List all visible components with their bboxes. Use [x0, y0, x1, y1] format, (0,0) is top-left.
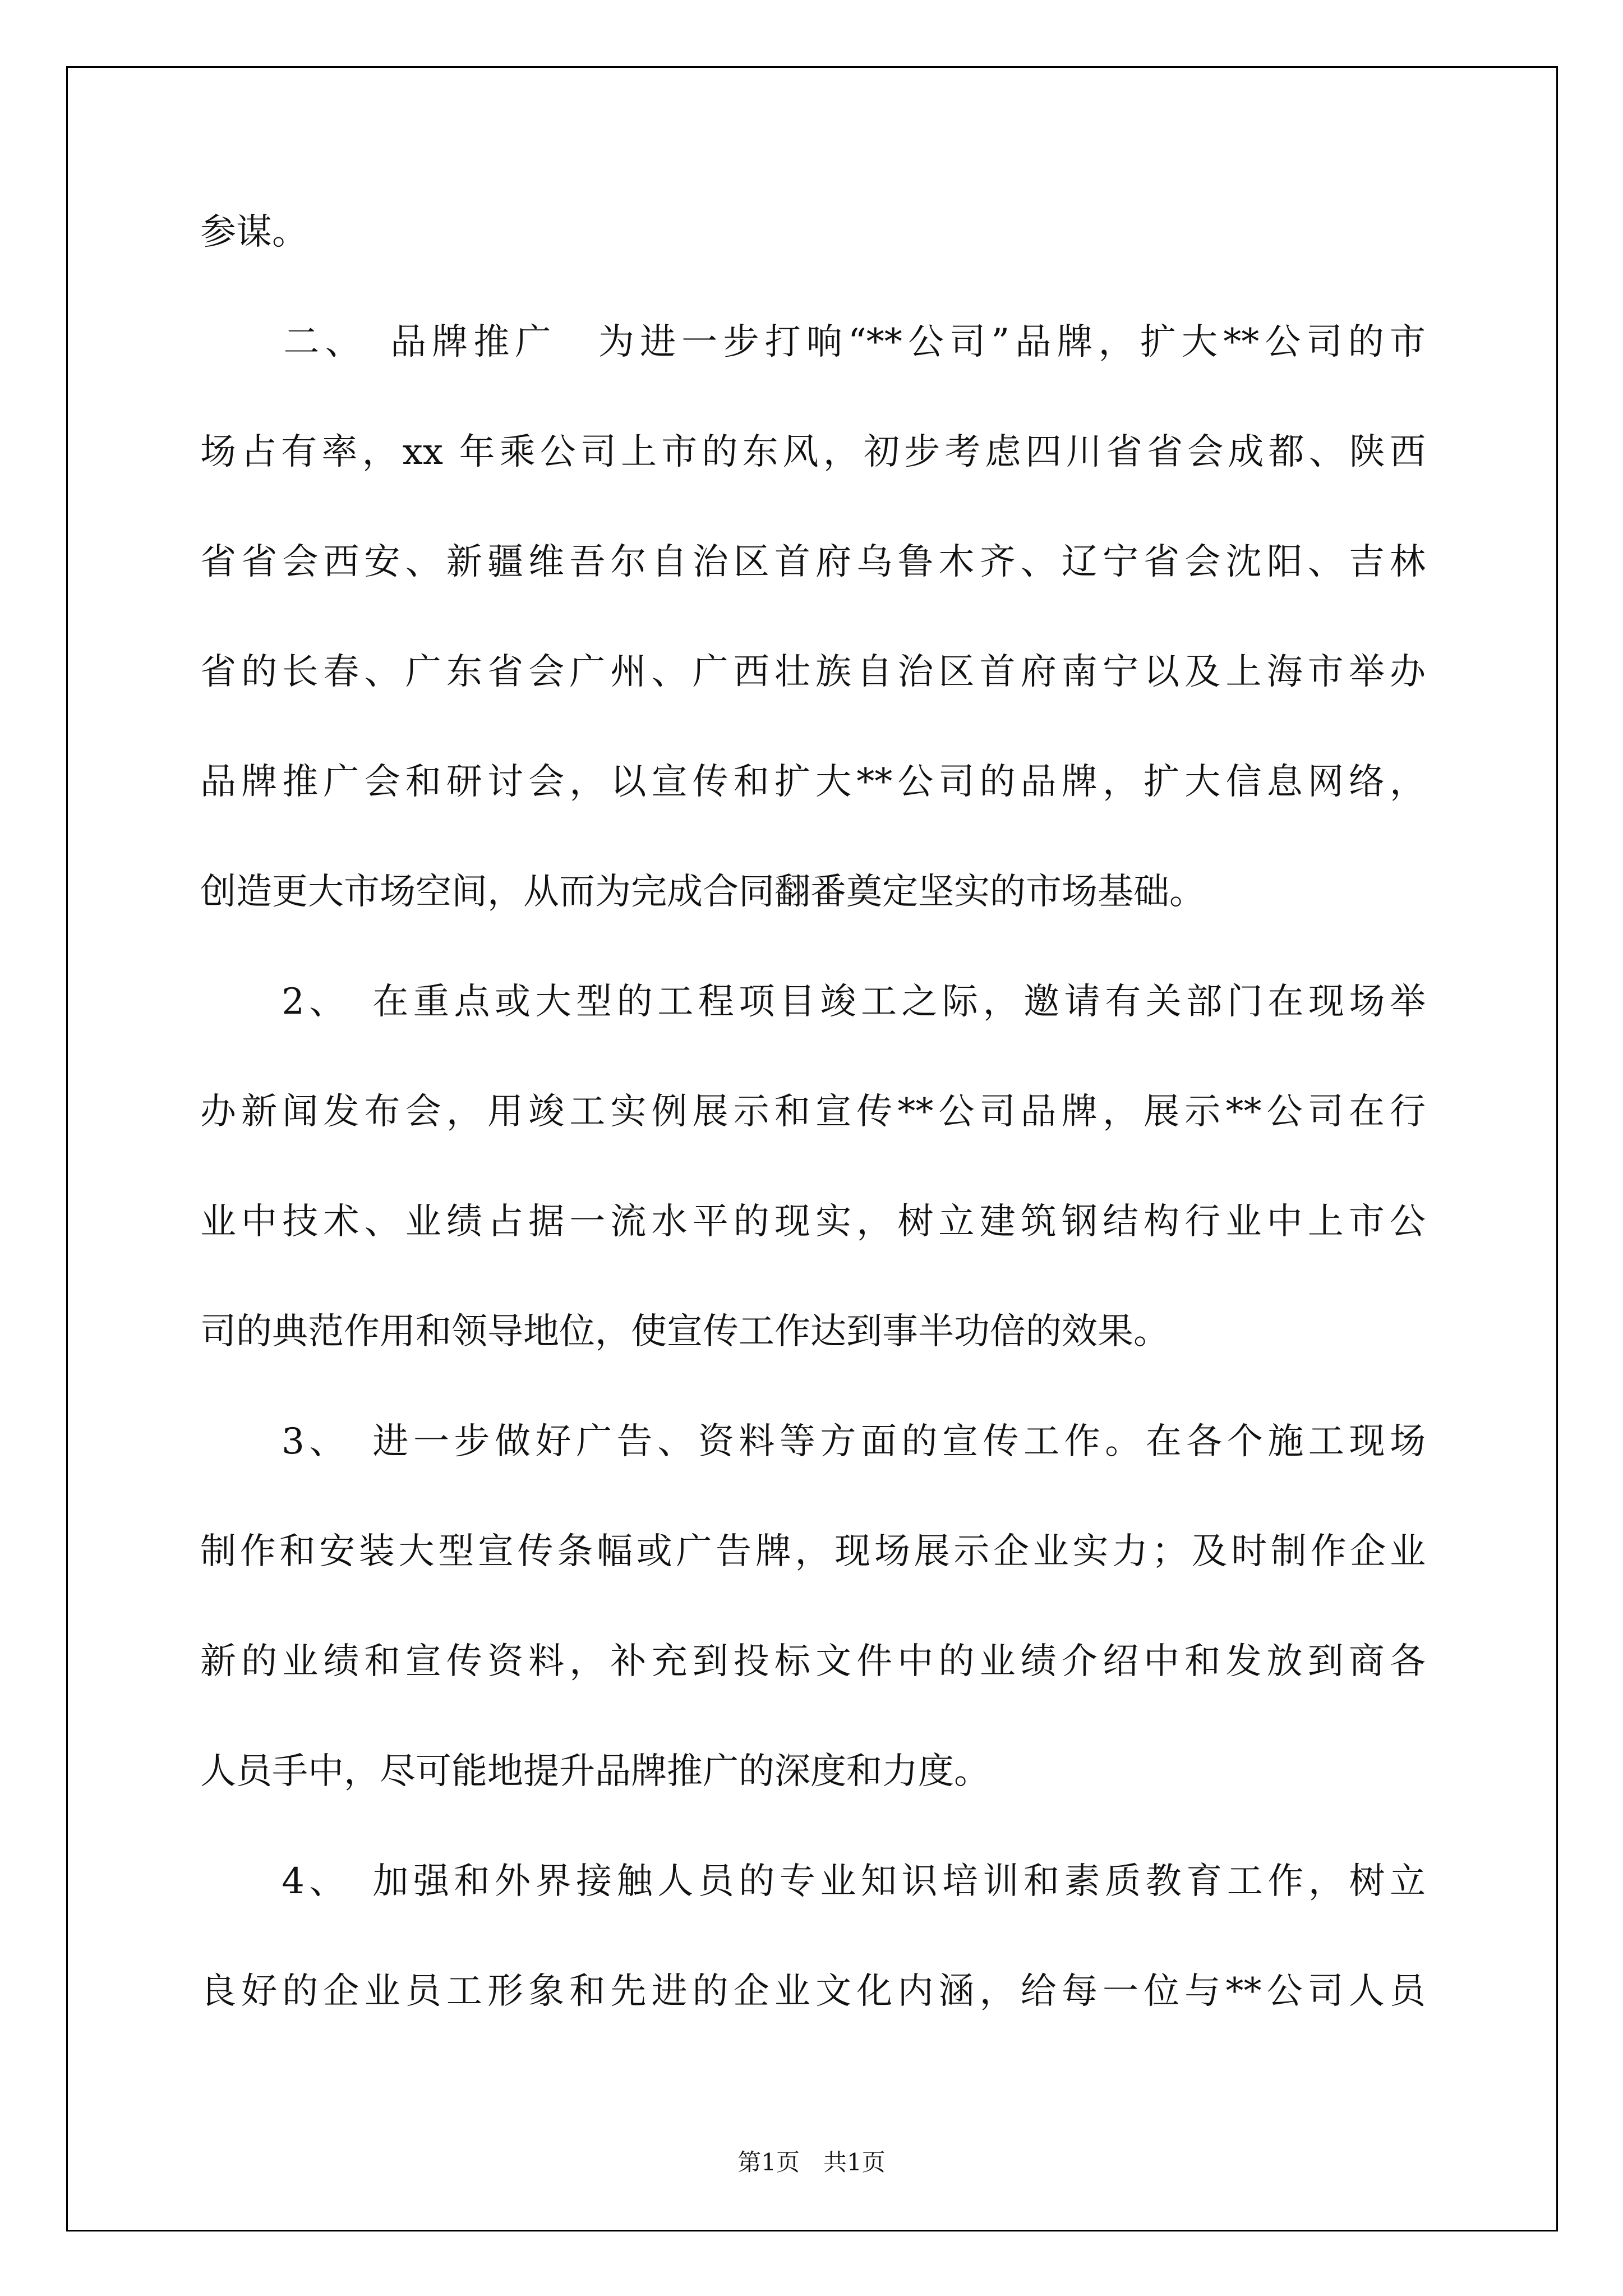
- text-line: 良好的企业员工形象和先进的企业文化内涵，给每一位与**公司人员: [200, 1971, 1426, 2012]
- text-line: 业中技术、业绩占据一流水平的现实，树立建筑钢结构行业中上市公: [200, 1201, 1426, 1243]
- text-line: 人员手中，尽可能地提升品牌推广的深度和力度。: [200, 1751, 990, 1792]
- text-line: 品牌推广会和研讨会，以宣传和扩大**公司的品牌，扩大信息网络，: [200, 761, 1426, 803]
- text-line: 2、 在重点或大型的工程项目竣工之际，邀请有关部门在现场举: [200, 981, 1426, 1023]
- text-line: 新的业绩和宣传资料，补充到投标文件中的业绩介绍中和发放到商各: [200, 1641, 1426, 1682]
- text-line: 制作和安装大型宣传条幅或广告牌，现场展示企业实力；及时制作企业: [200, 1531, 1426, 1572]
- document-body: [200, 211, 1426, 2083]
- text-line: 办新闻发布会，用竣工实例展示和宣传**公司品牌，展示**公司在行: [200, 1091, 1426, 1133]
- text-line: 省的长春、广东省会广州、广西壮族自治区首府南宁以及上海市举办: [200, 651, 1426, 693]
- text-line: 场占有率，xx 年乘公司上市的东风，初步考虑四川省省会成都、陕西: [200, 431, 1426, 473]
- text-line: 4、 加强和外界接触人员的专业知识培训和素质教育工作，树立: [200, 1861, 1426, 1902]
- page-footer: 第1页 共1页: [737, 2148, 886, 2176]
- text-line: 参谋。: [200, 211, 308, 253]
- text-line: 司的典范作用和领导地位，使宣传工作达到事半功倍的效果。: [200, 1311, 1169, 1352]
- text-line: 省省会西安、新疆维吾尔自治区首府乌鲁木齐、辽宁省会沈阳、吉林: [200, 541, 1426, 583]
- text-line: 创造更大市场空间，从而为完成合同翻番奠定坚实的市场基础。: [200, 871, 1205, 913]
- text-line: 3、 进一步做好广告、资料等方面的宣传工作。在各个施工现场: [200, 1421, 1426, 1462]
- text-line: 二、 品牌推广 为进一步打响“**公司”品牌，扩大**公司的市: [200, 321, 1426, 363]
